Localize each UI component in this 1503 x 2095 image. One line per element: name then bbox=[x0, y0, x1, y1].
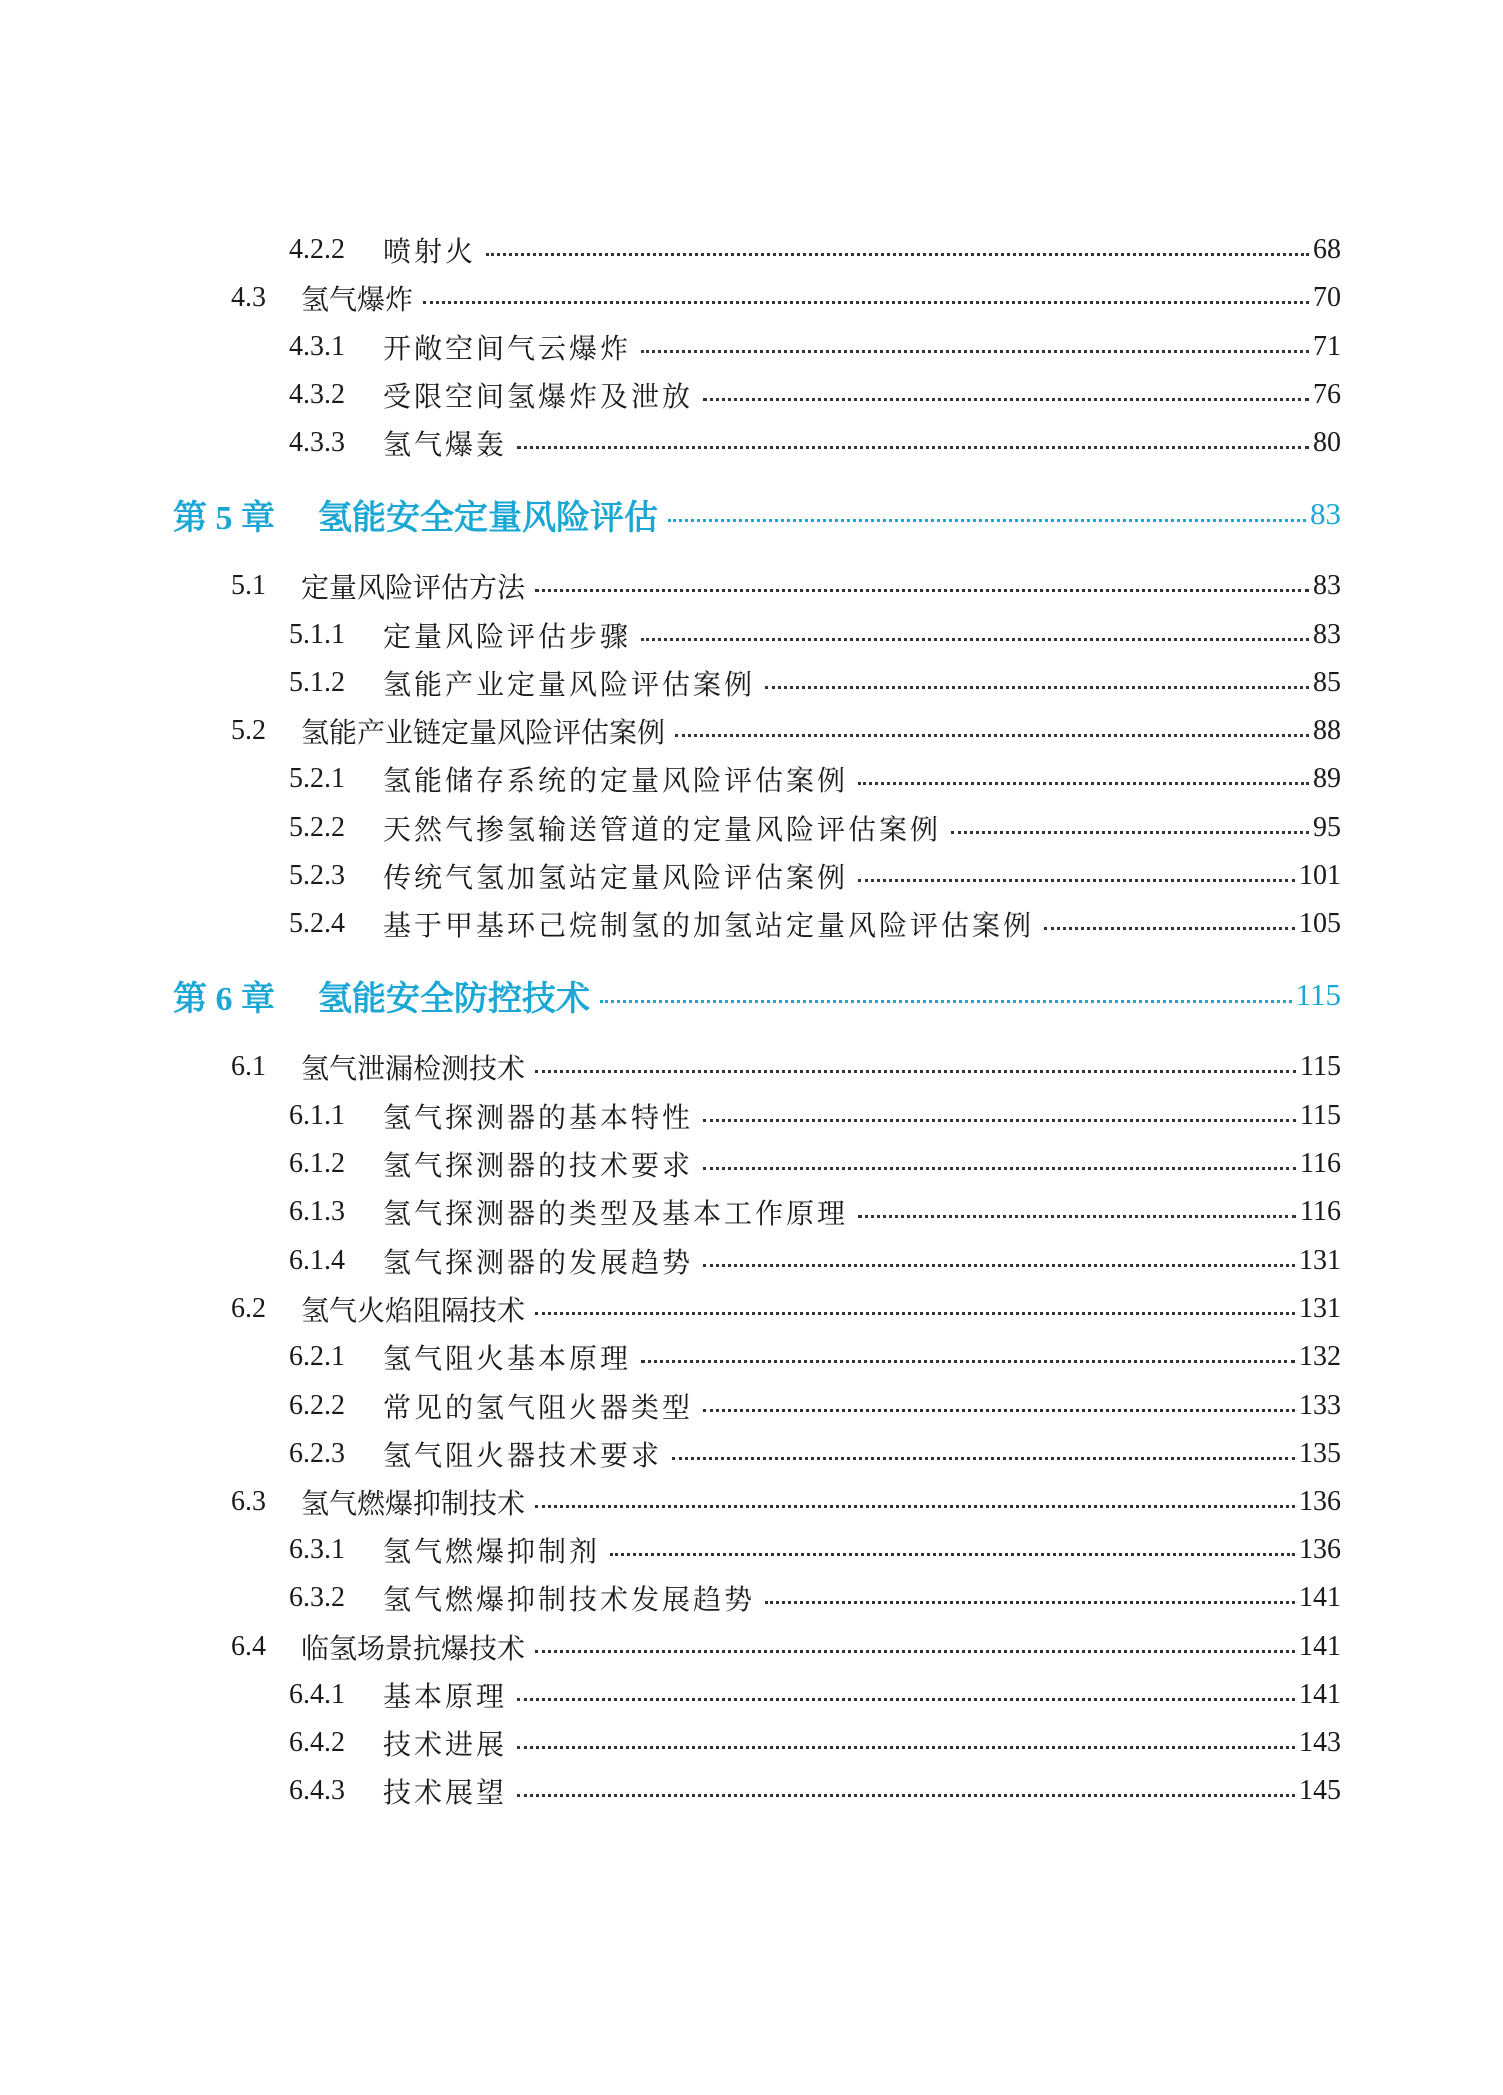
toc-number: 4.3 bbox=[231, 282, 266, 313]
toc-title: 常见的氢气阻火器类型 bbox=[383, 1391, 694, 1424]
toc-number: 6.4.3 bbox=[289, 1775, 345, 1806]
toc-number: 6.1 bbox=[231, 1051, 266, 1082]
dot-leader bbox=[535, 589, 1309, 592]
toc-page-number: 83 bbox=[1313, 570, 1341, 601]
toc-title: 传统气氢加氢站定量风险评估案例 bbox=[383, 861, 849, 894]
toc-subsection-entry[interactable] bbox=[289, 613, 1341, 657]
toc-number: 6.2.1 bbox=[289, 1341, 345, 1372]
toc-title: 氢能安全定量风险评估 bbox=[318, 497, 658, 538]
toc-number: 5.1 bbox=[231, 570, 266, 601]
toc-subsection-entry[interactable] bbox=[289, 806, 1341, 850]
toc-title: 氢气燃爆抑制剂 bbox=[383, 1535, 601, 1568]
toc-chapter-heading[interactable] bbox=[173, 487, 1341, 541]
dot-leader bbox=[858, 1215, 1296, 1218]
toc-page-number: 132 bbox=[1299, 1341, 1341, 1372]
toc-subsection-entry[interactable] bbox=[289, 757, 1341, 801]
toc-page-number: 116 bbox=[1300, 1148, 1341, 1179]
toc-title: 氢能产业链定量风险评估案例 bbox=[301, 716, 666, 749]
toc-number: 6.4 bbox=[231, 1631, 266, 1662]
toc-chapter-heading[interactable] bbox=[173, 968, 1341, 1022]
toc-page-number: 141 bbox=[1299, 1679, 1341, 1710]
dot-leader bbox=[765, 686, 1309, 689]
toc-number: 第 6 章 bbox=[173, 980, 275, 1018]
dot-leader bbox=[765, 1601, 1295, 1604]
toc-section-entry[interactable] bbox=[231, 1287, 1341, 1331]
toc-number: 第 5 章 bbox=[173, 499, 275, 537]
toc-number: 5.2.4 bbox=[289, 908, 345, 939]
dot-leader bbox=[703, 398, 1309, 401]
toc-number: 4.2.2 bbox=[289, 234, 345, 265]
dot-leader bbox=[858, 879, 1295, 882]
toc-number: 5.2.2 bbox=[289, 812, 345, 843]
toc-subsection-entry[interactable] bbox=[289, 1432, 1341, 1476]
dot-leader bbox=[517, 1794, 1295, 1797]
toc-page-number: 68 bbox=[1313, 234, 1341, 265]
dot-leader bbox=[641, 350, 1309, 353]
toc-title: 氢气燃爆抑制技术 bbox=[301, 1487, 526, 1520]
toc-title: 氢气阻火基本原理 bbox=[383, 1342, 632, 1375]
toc-number: 5.1.1 bbox=[289, 619, 345, 650]
dot-leader bbox=[535, 1070, 1296, 1073]
toc-subsection-entry[interactable] bbox=[289, 1239, 1341, 1283]
toc-number: 5.2.1 bbox=[289, 763, 345, 794]
toc-title: 氢气火焰阻隔技术 bbox=[301, 1294, 526, 1327]
toc-title: 氢气燃爆抑制技术发展趋势 bbox=[383, 1583, 756, 1616]
toc-number: 6.2.2 bbox=[289, 1390, 345, 1421]
toc-title: 氢气探测器的基本特性 bbox=[383, 1101, 694, 1134]
toc-page-number: 116 bbox=[1300, 1196, 1341, 1227]
dot-leader bbox=[517, 1698, 1295, 1701]
dot-leader bbox=[672, 1457, 1295, 1460]
toc-number: 5.2 bbox=[231, 715, 266, 746]
toc-number: 6.4.1 bbox=[289, 1679, 345, 1710]
toc-section-entry[interactable] bbox=[231, 276, 1341, 320]
toc-page-number: 141 bbox=[1299, 1582, 1341, 1613]
dot-leader bbox=[703, 1409, 1295, 1412]
toc-title: 喷射火 bbox=[383, 235, 477, 268]
toc-page-number: 83 bbox=[1310, 496, 1341, 531]
toc-page-number: 76 bbox=[1313, 379, 1341, 410]
toc-page-number: 88 bbox=[1313, 715, 1341, 746]
toc-title: 氢气爆轰 bbox=[383, 428, 508, 461]
toc-subsection-entry[interactable] bbox=[289, 1769, 1341, 1813]
toc-number: 6.1.3 bbox=[289, 1196, 345, 1227]
dot-leader bbox=[703, 1264, 1295, 1267]
toc-title: 定量风险评估方法 bbox=[301, 571, 526, 604]
dot-leader bbox=[858, 782, 1309, 785]
toc-section-entry[interactable] bbox=[231, 564, 1341, 608]
toc-title: 氢气爆炸 bbox=[301, 283, 414, 316]
toc-page-number: 145 bbox=[1299, 1775, 1341, 1806]
toc-title: 天然气掺氢输送管道的定量风险评估案例 bbox=[383, 813, 942, 846]
dot-leader bbox=[703, 1119, 1296, 1122]
dot-leader bbox=[517, 1746, 1295, 1749]
toc-title: 氢能安全防控技术 bbox=[318, 978, 590, 1019]
toc-page-number: 95 bbox=[1313, 812, 1341, 843]
toc-subsection-entry[interactable] bbox=[289, 1335, 1341, 1379]
toc-number: 6.4.2 bbox=[289, 1727, 345, 1758]
dot-leader bbox=[668, 519, 1306, 522]
toc-page-number: 80 bbox=[1313, 427, 1341, 458]
toc-page-number: 133 bbox=[1299, 1390, 1341, 1421]
toc-subsection-entry[interactable] bbox=[289, 228, 1341, 272]
toc-page-number: 101 bbox=[1299, 860, 1341, 891]
toc-page-number: 70 bbox=[1313, 282, 1341, 313]
toc-number: 6.2.3 bbox=[289, 1438, 345, 1469]
dot-leader bbox=[610, 1553, 1295, 1556]
toc-subsection-entry[interactable] bbox=[289, 902, 1341, 946]
toc-number: 5.2.3 bbox=[289, 860, 345, 891]
toc-section-entry[interactable] bbox=[231, 709, 1341, 753]
toc-subsection-entry[interactable] bbox=[289, 661, 1341, 705]
toc-subsection-entry[interactable] bbox=[289, 854, 1341, 898]
toc-subsection-entry[interactable] bbox=[289, 1094, 1341, 1138]
toc-subsection-entry[interactable] bbox=[289, 1190, 1341, 1234]
toc-title: 技术展望 bbox=[383, 1776, 508, 1809]
toc-section-entry[interactable] bbox=[231, 1625, 1341, 1669]
dot-leader bbox=[535, 1312, 1295, 1315]
toc-title: 氢气探测器的类型及基本工作原理 bbox=[383, 1197, 849, 1230]
toc-page-number: 115 bbox=[1300, 1100, 1341, 1131]
dot-leader bbox=[517, 446, 1309, 449]
toc-page-number: 115 bbox=[1295, 977, 1341, 1012]
toc-number: 4.3.3 bbox=[289, 427, 345, 458]
toc-page-number: 136 bbox=[1299, 1486, 1341, 1517]
dot-leader bbox=[600, 1000, 1292, 1003]
toc-number: 4.3.2 bbox=[289, 379, 345, 410]
toc-number: 6.1.4 bbox=[289, 1245, 345, 1276]
toc-subsection-entry[interactable] bbox=[289, 325, 1341, 369]
toc-subsection-entry[interactable] bbox=[289, 1384, 1341, 1428]
toc-page-number: 115 bbox=[1300, 1051, 1341, 1082]
dot-leader bbox=[641, 638, 1309, 641]
dot-leader bbox=[951, 831, 1309, 834]
toc-page-number: 105 bbox=[1299, 908, 1341, 939]
toc-title: 基本原理 bbox=[383, 1680, 508, 1713]
dot-leader bbox=[423, 301, 1309, 304]
toc-subsection-entry[interactable] bbox=[289, 421, 1341, 465]
toc-section-entry[interactable] bbox=[231, 1480, 1341, 1524]
toc-page-number: 85 bbox=[1313, 667, 1341, 698]
toc-title: 氢气探测器的技术要求 bbox=[383, 1149, 694, 1182]
toc-title: 技术进展 bbox=[383, 1728, 508, 1761]
toc-subsection-entry[interactable] bbox=[289, 373, 1341, 417]
toc-title: 氢能储存系统的定量风险评估案例 bbox=[383, 764, 849, 797]
dot-leader bbox=[1044, 927, 1295, 930]
toc-number: 6.3.1 bbox=[289, 1534, 345, 1565]
dot-leader bbox=[675, 734, 1309, 737]
toc-title: 定量风险评估步骤 bbox=[383, 620, 632, 653]
toc-title: 氢能产业定量风险评估案例 bbox=[383, 668, 756, 701]
toc-title: 氢气探测器的发展趋势 bbox=[383, 1246, 694, 1279]
dot-leader bbox=[535, 1650, 1295, 1653]
toc-subsection-entry[interactable] bbox=[289, 1673, 1341, 1717]
dot-leader bbox=[486, 253, 1309, 256]
toc-subsection-entry[interactable] bbox=[289, 1721, 1341, 1765]
toc-number: 4.3.1 bbox=[289, 331, 345, 362]
toc-number: 6.3 bbox=[231, 1486, 266, 1517]
toc-title: 临氢场景抗爆技术 bbox=[301, 1632, 526, 1665]
toc-page-number: 131 bbox=[1299, 1293, 1341, 1324]
toc-page-number: 89 bbox=[1313, 763, 1341, 794]
toc-subsection-entry[interactable] bbox=[289, 1142, 1341, 1186]
toc-subsection-entry[interactable] bbox=[289, 1576, 1341, 1620]
toc-number: 6.3.2 bbox=[289, 1582, 345, 1613]
toc-page-number: 131 bbox=[1299, 1245, 1341, 1276]
dot-leader bbox=[535, 1505, 1295, 1508]
toc-section-entry[interactable] bbox=[231, 1045, 1341, 1089]
toc-number: 6.2 bbox=[231, 1293, 266, 1324]
toc-page-number: 71 bbox=[1313, 331, 1341, 362]
toc-page-number: 83 bbox=[1313, 619, 1341, 650]
toc-subsection-entry[interactable] bbox=[289, 1528, 1341, 1572]
toc-page-number: 135 bbox=[1299, 1438, 1341, 1469]
toc-number: 6.1.1 bbox=[289, 1100, 345, 1131]
dot-leader bbox=[703, 1167, 1296, 1170]
toc-page-number: 136 bbox=[1299, 1534, 1341, 1565]
dot-leader bbox=[641, 1360, 1295, 1363]
toc-title: 受限空间氢爆炸及泄放 bbox=[383, 380, 694, 413]
toc-number: 5.1.2 bbox=[289, 667, 345, 698]
toc-page-number: 143 bbox=[1299, 1727, 1341, 1758]
toc-page-number: 141 bbox=[1299, 1631, 1341, 1662]
toc-title: 氢气阻火器技术要求 bbox=[383, 1439, 663, 1472]
toc-title: 开敞空间气云爆炸 bbox=[383, 332, 632, 365]
toc-title: 氢气泄漏检测技术 bbox=[301, 1052, 526, 1085]
toc-number: 6.1.2 bbox=[289, 1148, 345, 1179]
toc-title: 基于甲基环己烷制氢的加氢站定量风险评估案例 bbox=[383, 909, 1035, 942]
